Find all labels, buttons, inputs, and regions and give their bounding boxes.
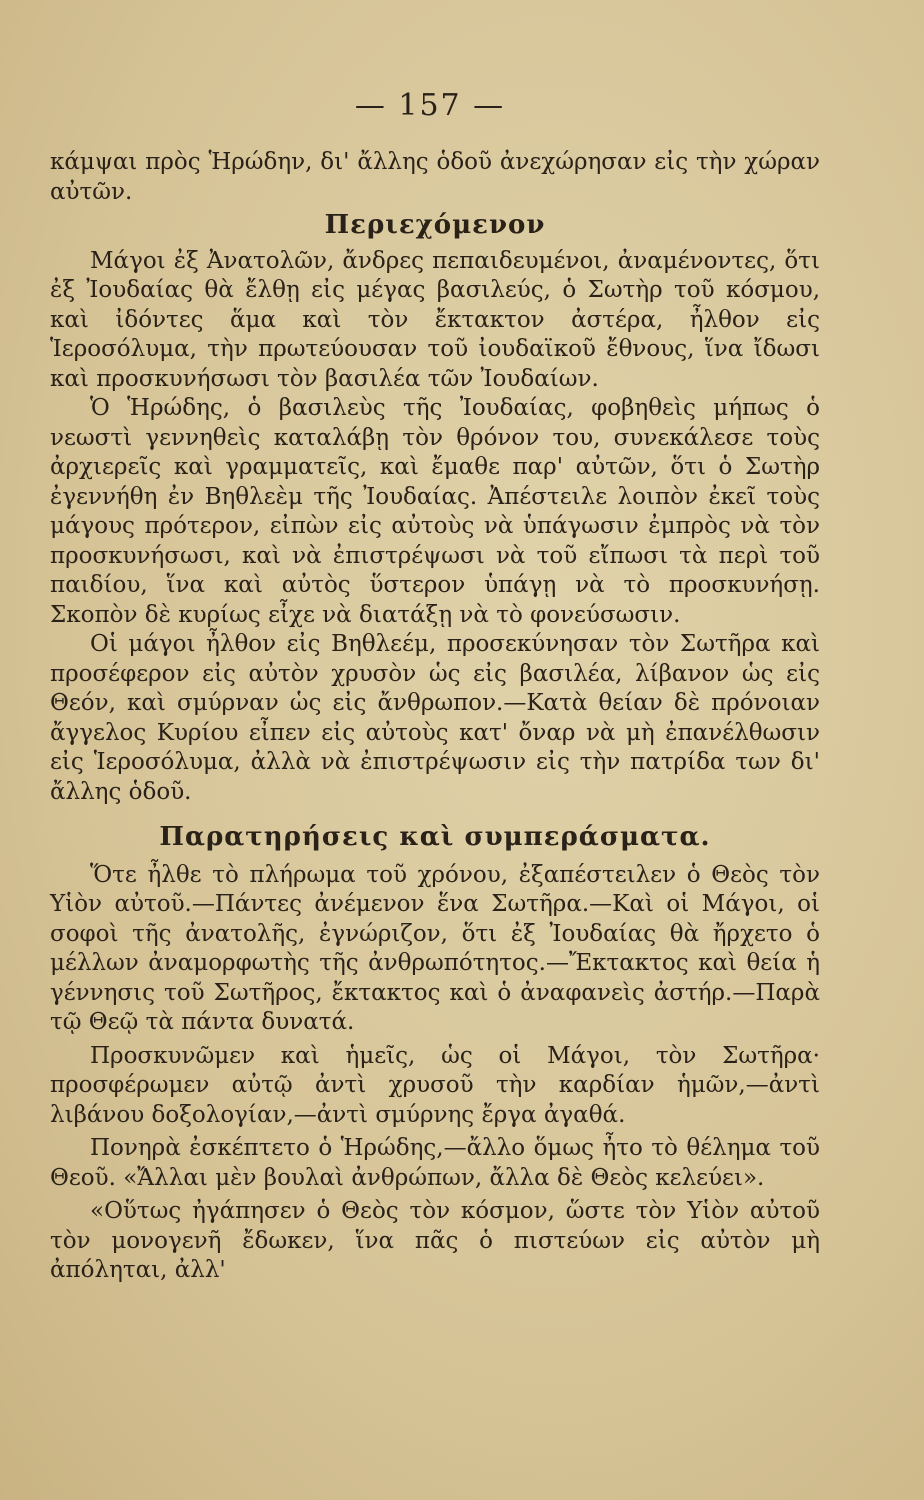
- contents-paragraph-2: Ὁ Ἡρώδης, ὁ βασιλεὺς τῆς Ἰουδαίας, φοβηθεὶς μήπως ὁ νεωστὶ γεννηθεὶς καταλάβῃ τὸν θρόνον του, συνεκάλεσε τοὺς ἀρχιερεῖς καὶ γραμματεῖς, καὶ ἔμαθε παρ' αὐτῶν, ὅτι ὁ Σωτὴρ ἐγεννήθη ἐν Βηθλεὲμ τῆς Ἰουδαίας. Ἀπέστειλε λοιπὸν ἐκεῖ τοὺς μάγους πρότερον, εἰπὼν εἰς αὐτοὺς νὰ ὑπάγωσιν ἐμπρὸς νὰ τὸν προσκυνήσωσι, καὶ νὰ ἐπιστρέψωσι νὰ τοῦ εἴπωσι τὰ περὶ τοῦ παιδίου, ἵνα καὶ αὐτὸς ὕστερον ὑπάγῃ νὰ τὸ προσκυνήσῃ. Σκοπὸν δὲ κυρίως εἶχε νὰ διατάξῃ νὰ τὸ φονεύσωσιν.: [50, 395, 820, 628]
- section-heading-observations: Παρατηρήσεις καὶ συμπεράσματα.: [159, 822, 711, 852]
- page-number: — 157 —: [354, 88, 506, 123]
- contents-paragraph-1: Μάγοι ἐξ Ἀνατολῶν, ἄνδρες πεπαιδευμένοι, ἀναμένοντες, ὅτι ἐξ Ἰουδαίας θὰ ἔλθῃ εἰς μέγας βασιλεύς, ὁ Σωτὴρ τοῦ κόσμου, καὶ ἰδόντες ἅμα καὶ τὸν ἔκτακτον ἀστέρα, ἦλθον εἰς Ἱεροσόλυμα, τὴν πρωτεύουσαν τοῦ ἰουδαϊκοῦ ἔθνους, ἵνα ἴδωσι καὶ προσκυνήσωσι τὸν βασιλέα τῶν Ἰουδαίων.: [50, 247, 820, 392]
- continuation-paragraph: κάμψαι πρὸς Ἡρώδην, δι' ἄλλης ὁδοῦ ἀνεχώρησαν εἰς τὴν χώραν αὐτῶν.: [50, 149, 820, 205]
- section-heading-contents: Περιεχόμενον: [324, 210, 546, 240]
- observations-paragraph-4: «Οὕτως ἠγάπησεν ὁ Θεὸς τὸν κόσμον, ὥστε τὸν Υἱὸν αὐτοῦ τὸν μονογενῆ ἔδωκεν, ἵνα πᾶς ὁ πιστεύων εἰς αὐτὸν μὴ ἀπόληται, ἀλλ': [50, 1198, 820, 1283]
- observations-paragraph-1: Ὅτε ἦλθε τὸ πλήρωμα τοῦ χρόνου, ἐξαπέστειλεν ὁ Θεὸς τὸν Υἱὸν αὐτοῦ.—Πάντες ἀνέμενον ἕνα Σωτῆρα.—Καὶ οἱ Μάγοι, οἱ σοφοὶ τῆς ἀνατολῆς, ἐγνώριζον, ὅτι ἐξ Ἰουδαίας θὰ ἤρχετο ὁ μέλλων ἀναμορφωτὴς τῆς ἀνθρωπότητος.—Ἔκτακτος καὶ θεία ἡ γέννησις τοῦ Σωτῆρος, ἔκτακτος καὶ ὁ ἀναφανεὶς ἀστήρ.—Παρὰ τῷ Θεῷ τὰ πάντα δυνατά.: [50, 861, 820, 1035]
- contents-paragraph-3: Οἱ μάγοι ἦλθον εἰς Βηθλεέμ, προσεκύνησαν τὸν Σωτῆρα καὶ προσέφερον εἰς αὐτὸν χρυσὸν ὡς εἰς βασιλέα, λίβανον ὡς εἰς Θεόν, καὶ σμύρναν ὡς εἰς ἄνθρωπον.—Κατὰ θείαν δὲ πρόνοιαν ἄγγελος Κυρίου εἶπεν εἰς αὐτοὺς κατ' ὄναρ νὰ μὴ ἐπανέλθωσιν εἰς Ἱεροσόλυμα, ἀλλὰ νὰ ἐπιστρέψωσιν εἰς τὴν πατρίδα των δι' ἄλλης ὁδοῦ.: [50, 631, 820, 805]
- observations-paragraph-3: Πονηρὰ ἐσκέπτετο ὁ Ἡρώδης,—ἄλλο ὅμως ἦτο τὸ θέλημα τοῦ Θεοῦ. «Ἄλλαι μὲν βουλαὶ ἀνθρώπων, ἄλλα δὲ Θεὸς κελεύει».: [50, 1135, 820, 1191]
- page-text: [50, 148, 820, 1286]
- observations-paragraph-2: Προσκυνῶμεν καὶ ἡμεῖς, ὡς οἱ Μάγοι, τὸν Σωτῆρα· προσφέρωμεν αὐτῷ ἀντὶ χρυσοῦ τὴν καρδίαν ἡμῶν,—ἀντὶ λιβάνου δοξολογίαν,—ἀντὶ σμύρνης ἔργα ἀγαθά.: [50, 1042, 820, 1128]
